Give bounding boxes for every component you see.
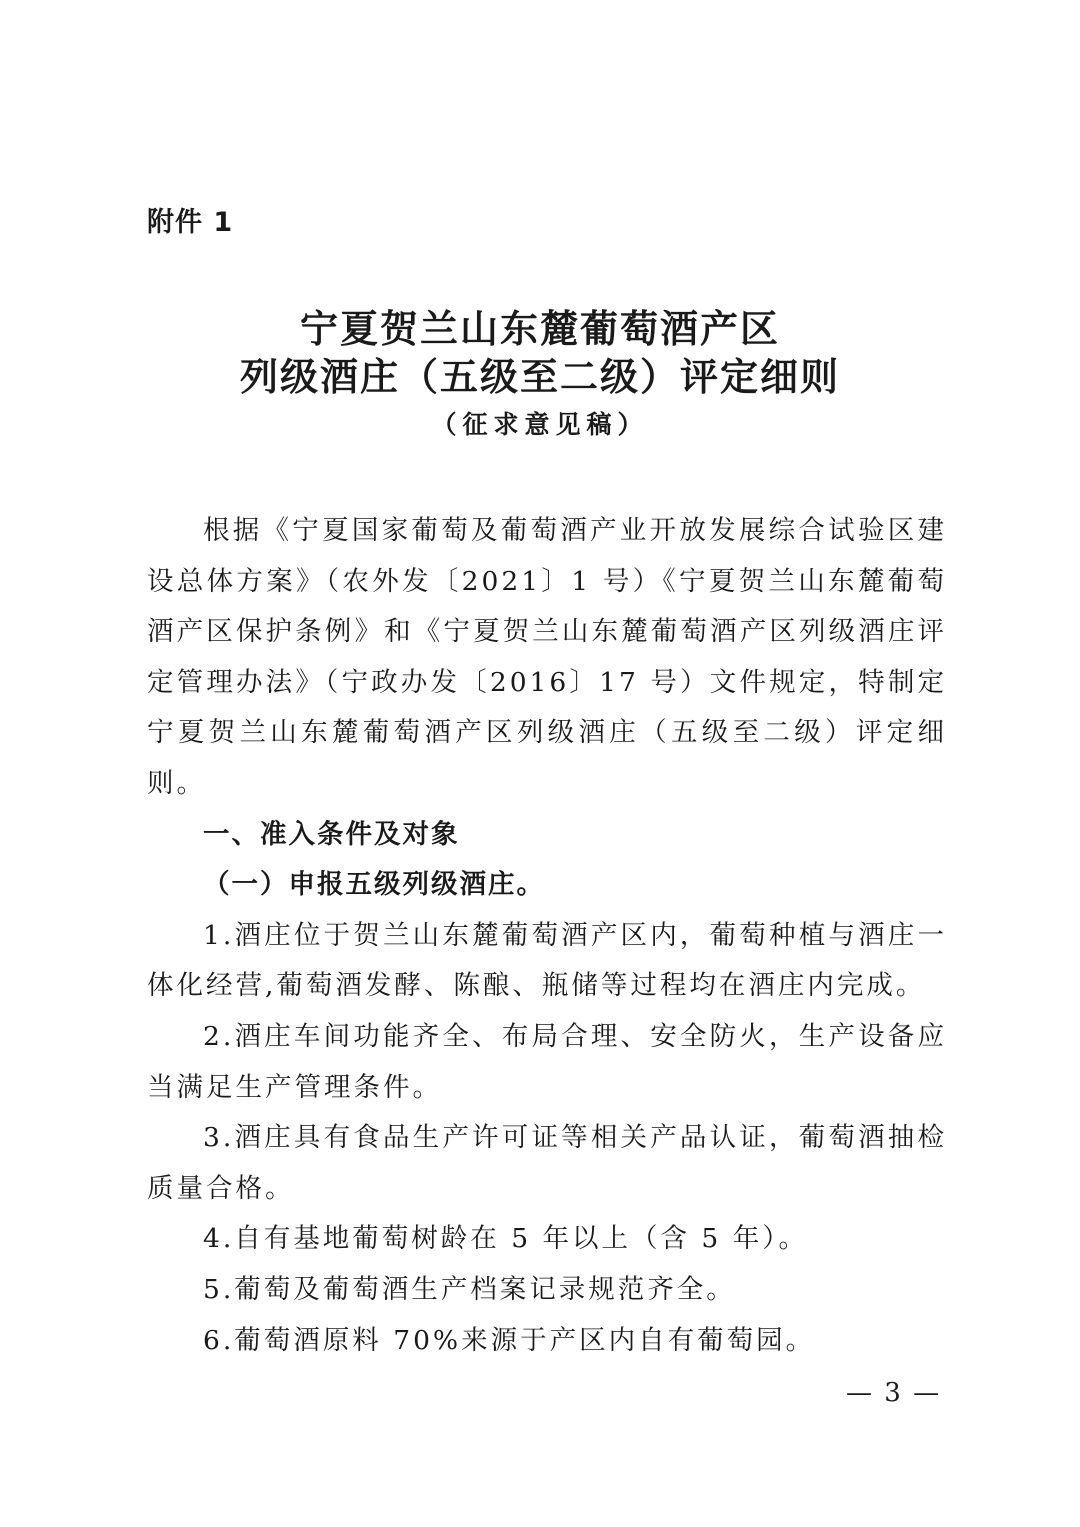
list-item: 6.葡萄酒原料 70%来源于产区内自有葡萄园。 (203, 1324, 816, 1356)
page-number: — 3 — (846, 1378, 942, 1408)
list-item: 4.自有基地葡萄树龄在 5 年以上（含 5 年）。 (203, 1223, 808, 1255)
document-subtitle: （征求意见稿） (431, 410, 649, 439)
document-title-line-1: 宁夏贺兰山东麓葡萄酒产区 (299, 306, 780, 351)
subsection-heading: （一）申报五级列级酒庄。 (203, 869, 545, 901)
list-item: 3.酒庄具有食品生产许可证等相关产品认证，葡萄酒抽检质量合格。 (147, 1122, 947, 1204)
list-item: 2.酒庄车间功能齐全、布局合理、安全防火，生产设备应当满足生产管理条件。 (147, 1020, 947, 1103)
document-title-line-2: 列级酒庄（五级至二级）评定细则 (239, 354, 840, 399)
list-item: 5.葡萄及葡萄酒生产档案记录规范齐全。 (203, 1273, 736, 1305)
intro-paragraph: 根据《宁夏国家葡萄及葡萄酒产业开放发展综合试验区建设总体方案》（农外发〔2021〕1 号）《宁夏贺兰山东麓葡萄酒产区保护条例》和《宁夏贺兰山东麓葡萄酒产区列级酒庄评定管理办法》（宁政办发〔2016〕17 号）文件规定，特制定宁夏贺兰山东麓葡萄酒产区列级酒庄（五级至二级）评定细则。 (147, 515, 947, 799)
attachment-label: 附件 1 (147, 207, 234, 238)
list-item: 1.酒庄位于贺兰山东麓葡萄酒产区内，葡萄种植与酒庄一体化经营,葡萄酒发酵、陈酿、瓶储等过程均在酒庄内完成。 (147, 919, 947, 1002)
document-body (147, 506, 947, 1366)
section-heading: 一、准入条件及对象 (203, 818, 460, 850)
